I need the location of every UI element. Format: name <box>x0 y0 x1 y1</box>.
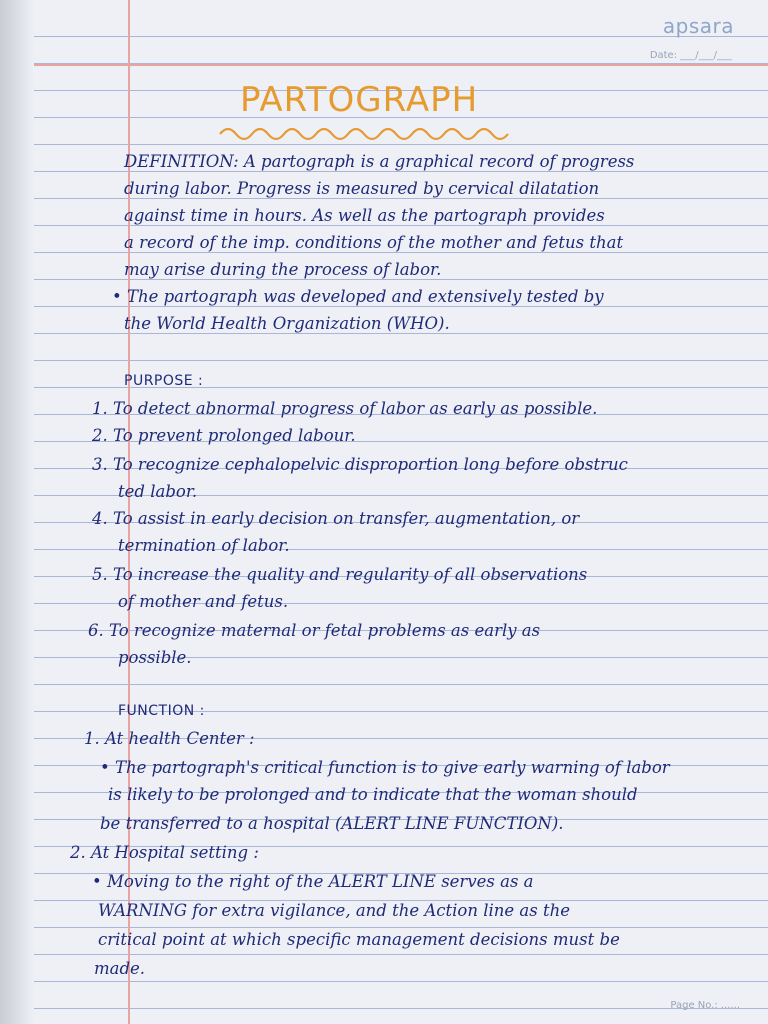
purpose-item: ted labor. <box>118 482 198 501</box>
purpose-item: 5. To increase the quality and regularity of all observations <box>92 565 588 584</box>
purpose-item: of mother and fetus. <box>118 592 289 611</box>
date-field: Date: ___/___/___ <box>649 50 732 61</box>
function-line: 1. At health Center : <box>84 729 255 748</box>
definition-line: DEFINITION: A partograph is a graphical record of progress <box>124 152 635 171</box>
purpose-heading: PURPOSE : <box>124 373 204 389</box>
function-line: made. <box>94 959 146 978</box>
definition-bullet-line: • The partograph was developed and extensively tested by <box>112 287 604 306</box>
purpose-item: possible. <box>118 648 192 667</box>
function-heading: FUNCTION : <box>118 703 205 719</box>
margin-line-horizontal <box>34 64 768 66</box>
purpose-item: 2. To prevent prolonged labour. <box>92 426 356 445</box>
page-title: PARTOGRAPH <box>240 80 479 120</box>
purpose-item: 6. To recognize maternal or fetal problems as early as <box>88 621 541 640</box>
page-number-field: Page No.: ...... <box>670 1000 740 1011</box>
function-line: • Moving to the right of the ALERT LINE serves as a <box>92 872 534 891</box>
brand-logo: apsara <box>662 14 734 38</box>
title-underline-wavy <box>218 122 518 142</box>
function-line: is likely to be prolonged and to indicate that the woman should <box>108 785 638 804</box>
purpose-item: 4. To assist in early decision on transfer, augmentation, or <box>92 509 580 528</box>
function-line: critical point at which specific management decisions must be <box>98 930 620 949</box>
definition-bullet-line: the World Health Organization (WHO). <box>124 314 450 333</box>
purpose-item: termination of labor. <box>118 536 290 555</box>
function-line: WARNING for extra vigilance, and the Action line as the <box>98 901 570 920</box>
definition-line: against time in hours. As well as the partograph provides <box>124 206 605 225</box>
purpose-item: 1. To detect abnormal progress of labor as early as possible. <box>92 399 598 418</box>
definition-line: a record of the imp. conditions of the mother and fetus that <box>124 233 624 252</box>
function-line: • The partograph's critical function is to give early warning of labor <box>100 758 670 777</box>
purpose-item: 3. To recognize cephalopelvic disproportion long before obstruc <box>92 455 628 474</box>
function-line: be transferred to a hospital (ALERT LINE FUNCTION). <box>100 814 564 833</box>
definition-line: during labor. Progress is measured by cervical dilatation <box>124 179 600 198</box>
definition-line: may arise during the process of labor. <box>124 260 442 279</box>
function-line: 2. At Hospital setting : <box>70 843 259 862</box>
